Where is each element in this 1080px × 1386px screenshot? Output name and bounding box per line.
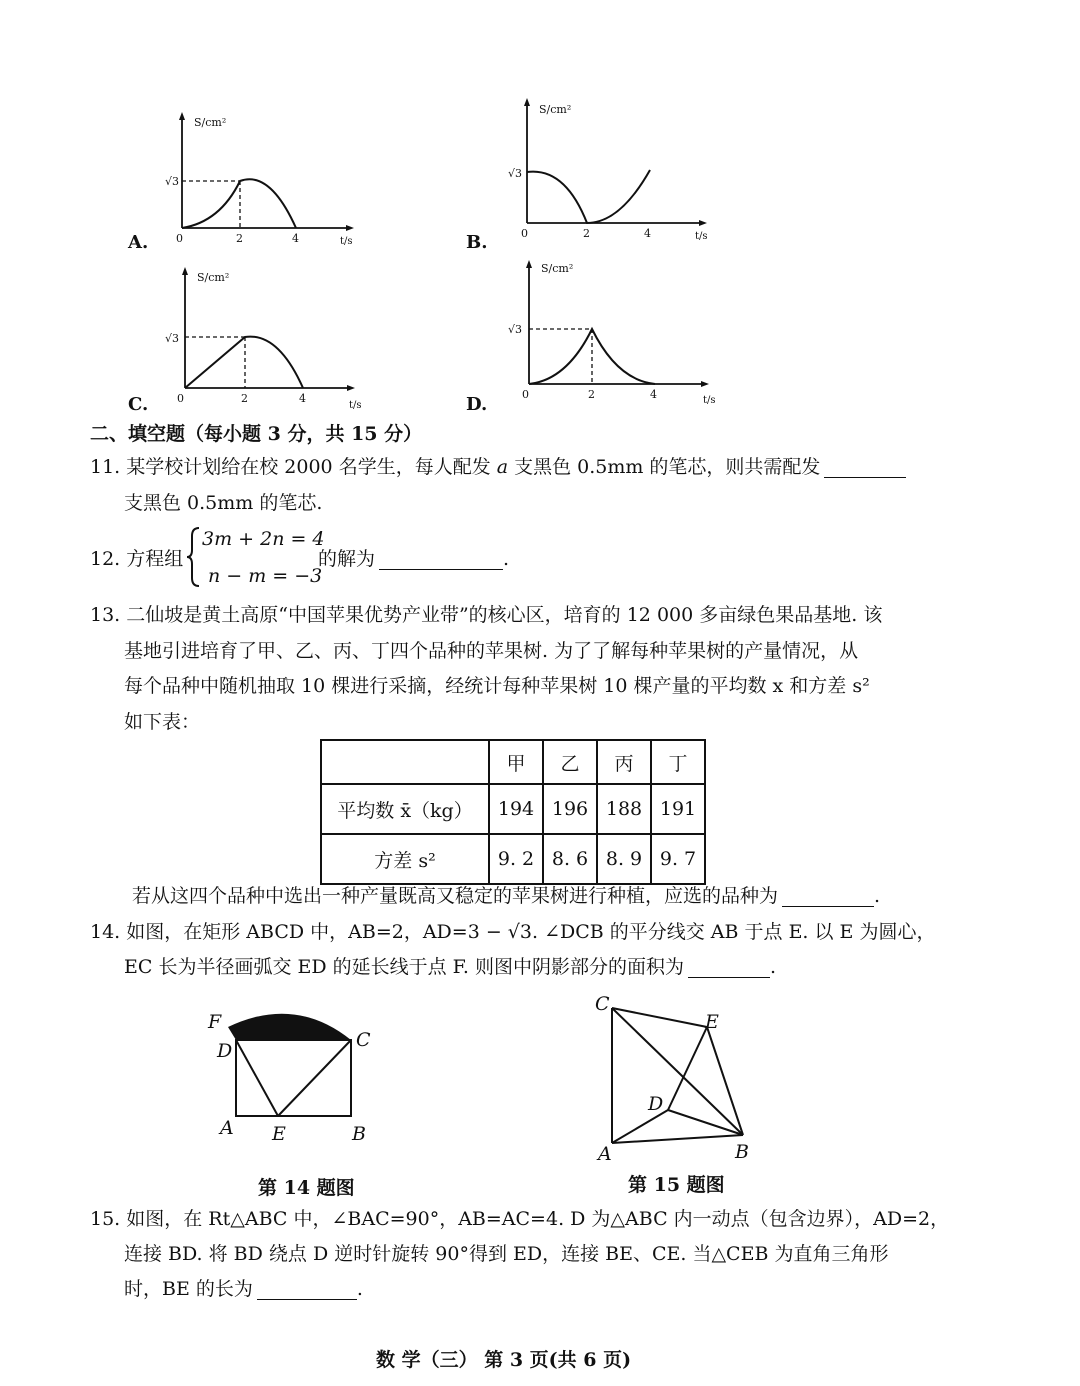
table-corner xyxy=(321,740,489,784)
label-d: D xyxy=(648,1093,664,1115)
label-c: C xyxy=(356,1029,371,1051)
tick-2: 2 xyxy=(588,388,595,401)
q14-line1: 14. 如图，在矩形 ABCD 中，AB=2，AD=3 − √3. ∠DCB 的平分线交 AB 于点 E. 以 E 为圆心， xyxy=(90,921,936,943)
q15-line3 xyxy=(124,1278,363,1300)
q14-line2 xyxy=(124,956,776,978)
x-label: t/s xyxy=(349,400,362,411)
option-d-label: D. xyxy=(466,394,488,415)
q12-suffix-line xyxy=(318,548,509,570)
q13-line4: 如下表： xyxy=(124,711,201,733)
y-label: S/cm² xyxy=(194,116,227,129)
q12-eq1: 3m + 2n = 4 xyxy=(202,528,325,550)
graph-option-a xyxy=(150,110,370,250)
y-axis-arrow xyxy=(526,260,532,268)
table-cell: 8. 9 xyxy=(597,834,651,884)
q14-answer-blank[interactable] xyxy=(688,959,770,978)
q11-line2: 支黑色 0.5mm 的笔芯. xyxy=(124,492,323,514)
q15-line2: 连接 BD. 将 BD 绕点 D 逆时针旋转 90°得到 ED，连接 BE、CE. 当△CEB 为直角三角形 xyxy=(124,1243,889,1265)
x-axis-arrow xyxy=(347,385,355,391)
label-e: E xyxy=(272,1123,286,1145)
graph-option-b xyxy=(495,95,725,245)
section-2-title: 二、填空题（每小题 3 分，共 15 分） xyxy=(90,423,423,445)
label-e: E xyxy=(705,1011,719,1033)
option-a-label: A. xyxy=(128,232,149,253)
shaded-region xyxy=(228,1014,351,1040)
y-label: S/cm² xyxy=(197,271,230,284)
q13-line1: 13. 二仙坡是黄土高原“中国苹果优势产业带”的核心区，培育的 12 000 多亩绿色果品基地. 该 xyxy=(90,604,883,626)
segment-de xyxy=(236,1040,278,1116)
label-d: D xyxy=(217,1040,233,1062)
page-footer: 数 学（三） 第 3 页(共 6 页) xyxy=(376,1349,632,1371)
q13-line5 xyxy=(132,885,880,907)
y-axis-arrow xyxy=(179,112,185,120)
table-cell: 188 xyxy=(597,784,651,834)
tick-2: 2 xyxy=(241,392,248,405)
tick-4: 4 xyxy=(292,232,299,245)
tick-4: 4 xyxy=(644,227,651,240)
row-label-mean: 平均数 x̄（kg） xyxy=(321,784,489,834)
figure-15-caption: 第 15 题图 xyxy=(628,1174,725,1196)
q13-line2: 基地引进培育了甲、乙、丙、丁四个品种的苹果树. 为了了解每种苹果树的产量情况，从 xyxy=(124,640,859,662)
q12-answer-blank[interactable] xyxy=(379,551,503,570)
table-row xyxy=(321,834,705,884)
table-header-row xyxy=(321,740,705,784)
y-axis-arrow xyxy=(182,267,188,275)
q12-brace xyxy=(186,526,202,588)
segment-ce xyxy=(278,1040,351,1116)
y-axis-arrow xyxy=(524,98,530,106)
table-cell: 9. 7 xyxy=(651,834,705,884)
q12-prefix: 12. 方程组 xyxy=(90,548,184,570)
label-c: C xyxy=(595,993,610,1015)
label-b: B xyxy=(352,1123,366,1145)
option-c-label: C. xyxy=(128,394,149,415)
tick-2: 2 xyxy=(236,232,243,245)
label-a: A xyxy=(220,1117,234,1139)
table-cell: 9. 2 xyxy=(489,834,543,884)
x-axis-arrow xyxy=(701,381,709,387)
curve-c xyxy=(185,337,303,388)
label-f: F xyxy=(208,1011,222,1033)
curve-b xyxy=(527,170,650,223)
curve-a xyxy=(182,179,296,228)
q12-eq2: n − m = −3 xyxy=(208,565,323,587)
q15-answer-blank[interactable] xyxy=(257,1281,357,1300)
tick-0: 0 xyxy=(176,232,183,245)
q15-question: 时，BE 的长为 xyxy=(124,1278,253,1300)
y-label: S/cm² xyxy=(541,262,574,275)
table-header: 甲 xyxy=(489,740,543,784)
q13-line3: 每个品种中随机抽取 10 棵进行采摘，经统计每种苹果树 10 棵产量的平均数 x 和方差 s² xyxy=(124,675,870,697)
sqrt3-label: √3 xyxy=(165,175,180,188)
tick-4: 4 xyxy=(299,392,306,405)
q13-question: 若从这四个品种中选出一种产量既高又稳定的苹果树进行种植，应选的品种为 xyxy=(132,885,779,907)
figure-14-caption: 第 14 题图 xyxy=(258,1177,355,1199)
q12-end: . xyxy=(503,548,510,570)
label-a: A xyxy=(598,1143,612,1165)
x-label: t/s xyxy=(703,395,716,405)
option-b-label: B. xyxy=(466,232,488,253)
table-cell: 194 xyxy=(489,784,543,834)
q11-var-a: a xyxy=(496,456,509,478)
sqrt3-label: √3 xyxy=(508,323,523,336)
q11-text-a: 11. 某学校计划给在校 2000 名学生，每人配发 xyxy=(90,456,497,478)
table-row xyxy=(321,784,705,834)
figure-15 xyxy=(585,990,765,1170)
sqrt3-label: √3 xyxy=(508,167,523,180)
figure-14 xyxy=(200,1000,390,1150)
rectangle-abcd xyxy=(236,1040,351,1116)
table-header: 丁 xyxy=(651,740,705,784)
y-label: S/cm² xyxy=(539,103,572,116)
table-cell: 191 xyxy=(651,784,705,834)
q14-question: EC 长为半径画弧交 ED 的延长线于点 F. 则图中阴影部分的面积为 xyxy=(124,956,684,978)
table-header: 丙 xyxy=(597,740,651,784)
row-label-variance: 方差 s² xyxy=(321,834,489,884)
segment-cb xyxy=(612,1008,743,1135)
graph-option-d xyxy=(497,255,727,405)
q15-line1: 15. 如图，在 Rt△ABC 中，∠BAC=90°，AB=AC=4. D 为△ABC 内一动点（包含边界），AD=2， xyxy=(90,1208,950,1230)
x-label: t/s xyxy=(340,236,353,247)
q14-end: . xyxy=(769,956,777,978)
q11-answer-blank[interactable] xyxy=(824,459,906,478)
x-axis-arrow xyxy=(699,220,707,226)
label-b: B xyxy=(735,1141,749,1163)
tick-2: 2 xyxy=(583,227,590,240)
tick-0: 0 xyxy=(521,227,528,240)
q13-table xyxy=(320,739,706,885)
q12-suffix: 的解为 xyxy=(318,548,376,570)
table-cell: 196 xyxy=(543,784,597,834)
segment-db xyxy=(668,1110,743,1135)
tick-0: 0 xyxy=(522,388,529,401)
graph-option-c xyxy=(153,262,373,412)
q13-answer-blank[interactable] xyxy=(782,888,874,907)
segment-ce xyxy=(612,1008,707,1027)
tick-4: 4 xyxy=(650,388,657,401)
q13-end: . xyxy=(874,885,881,907)
table-cell: 8. 6 xyxy=(543,834,597,884)
sqrt3-label: √3 xyxy=(165,332,180,345)
x-axis-arrow xyxy=(346,225,354,231)
tick-0: 0 xyxy=(177,392,184,405)
table-header: 乙 xyxy=(543,740,597,784)
q11-text-b: 支黑色 0.5mm 的笔芯，则共需配发 xyxy=(508,456,821,478)
segment-ab xyxy=(612,1135,743,1143)
q15-end: . xyxy=(356,1278,363,1300)
x-label: t/s xyxy=(695,231,708,242)
q11-line1 xyxy=(90,456,906,478)
